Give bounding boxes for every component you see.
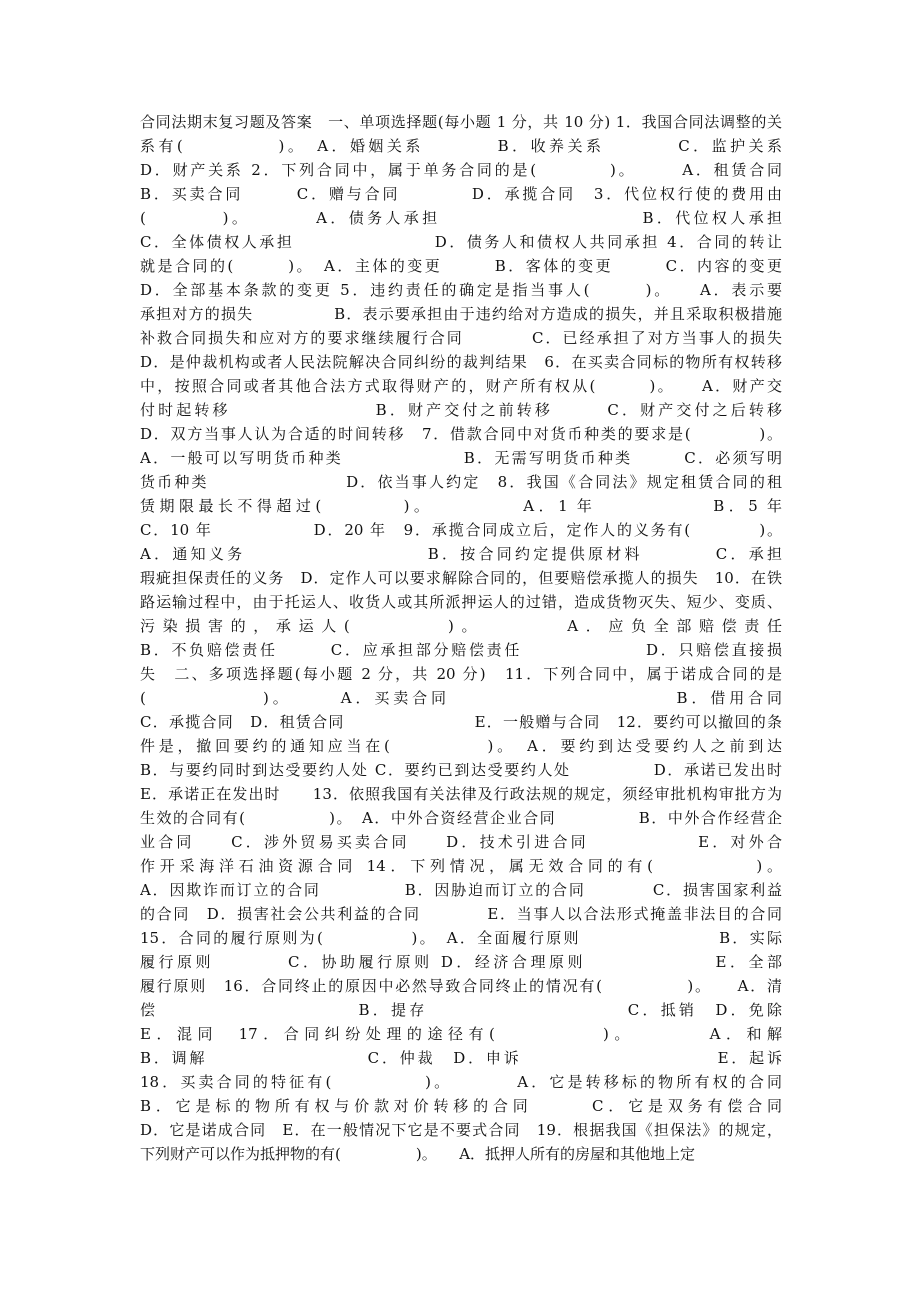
text-line: 路运输过程中，由于托运人、收货人或其所派押运人的过错，造成货物灭失、短少、变质、 — [140, 593, 782, 611]
text-line: 赁期限最长不得超过( )。 A．1 年 B．5 年 — [140, 497, 782, 515]
text-line: 补救合同损失和应对方的要求继续履行合同 C．已经承担了对方当事人的损失 — [140, 329, 782, 347]
text-line: D．全部基本条款的变更 5．违约责任的确定是指当事人( )。 A．表示要 — [140, 281, 782, 299]
text-line: D．它是诺成合同 E．在一般情况下它是不要式合同 19．根据我国《担保法》的规定， — [140, 1121, 782, 1139]
text-line: A．通知义务 B．按合同约定提供原材料 C．承担 — [140, 545, 782, 563]
text-line: D．是仲裁机构或者人民法院解决合同纠纷的裁判结果 6．在买卖合同标的物所有权转移 — [140, 353, 782, 371]
text-line: D．双方当事人认为合适的时间转移 7．借款合同中对货币种类的要求是( )。 — [140, 425, 782, 443]
text-line: 件是，撤回要约的通知应当在( )。 A．要约到达受要约人之前到达 — [140, 737, 782, 755]
text-line: 生效的合同有( )。 A．中外合资经营企业合同 B．中外合作经营企 — [140, 809, 782, 827]
text-line: 作开采海洋石油资源合同 14．下列情况，属无效合同的有( )。 — [140, 857, 782, 875]
text-line: 15．合同的履行原则为( )。 A．全面履行原则 B．实际 — [140, 929, 782, 947]
text-line: 18．买卖合同的特征有( )。 A．它是转移标的物所有权的合同 — [140, 1073, 782, 1091]
text-line: 瑕疵担保责任的义务 D．定作人可以要求解除合同的，但要赔偿承揽人的损失 10．在铁 — [140, 569, 782, 587]
text-line: ( )。 A．债务人承担 B．代位权人承担 — [140, 209, 782, 227]
text-line: B．买卖合同 C．赠与合同 D．承揽合同 3．代位权行使的费用由 — [140, 185, 782, 203]
text-line: 履行原则 16．合同终止的原因中必然导致合同终止的情况有( )。 A．清 — [140, 977, 782, 995]
text-line: B．与要约同时到达受要约人处 C．要约已到达受要约人处 D．承诺已发出时 — [140, 761, 782, 779]
text-line: 的合同 D．损害社会公共利益的合同 E．当事人以合法形式掩盖非法目的合同 — [140, 905, 782, 923]
text-line: 污染损害的，承运人( )。 A．应负全部赔偿责任 — [140, 617, 782, 635]
text-line: B．它是标的物所有权与价款对价转移的合同 C．它是双务有偿合同 — [140, 1097, 782, 1115]
text-line: 下列财产可以作为抵押物的有( )。 A．抵押人所有的房屋和其他地上定 — [140, 1145, 696, 1163]
text-line: A．因欺诈而订立的合同 B．因胁迫而订立的合同 C．损害国家利益 — [140, 881, 782, 899]
text-line: 付时起转移 B．财产交付之前转移 C．财产交付之后转移 — [140, 401, 782, 419]
text-line: C．承揽合同 D．租赁合同 E．一般赠与合同 12．要约可以撤回的条 — [140, 713, 782, 731]
text-line: 合同法期末复习题及答案 一、单项选择题(每小题 1 分，共 10 分) 1．我国合同法调整的关 — [140, 113, 782, 131]
text-line: 业合同 C．涉外贸易买卖合同 D．技术引进合同 E．对外合 — [140, 833, 782, 851]
text-line: 偿 B．提存 C．抵销 D．免除 — [140, 1001, 782, 1019]
text-line: B．不负赔偿责任 C．应承担部分赔偿责任 D．只赔偿直接损 — [140, 641, 782, 659]
text-line: ( )。 A．买卖合同 B．借用合同 — [140, 689, 782, 707]
text-line: 中，按照合同或者其他合法方式取得财产的，财产所有权从( )。 A．财产交 — [140, 377, 782, 395]
text-line: E．混同 17．合同纠纷处理的途径有( )。 A．和解 — [140, 1025, 782, 1043]
text-line: A．一般可以写明货币种类 B．无需写明货币种类 C．必须写明 — [140, 449, 782, 467]
text-line: C．10 年 D．20 年 9．承揽合同成立后，定作人的义务有( )。 — [140, 521, 782, 539]
text-line: D．财产关系 2．下列合同中，属于单务合同的是( )。 A．租赁合同 — [140, 161, 782, 179]
document-page — [140, 110, 782, 1166]
text-line: 失 二、多项选择题(每小题 2 分，共 20 分) 11．下列合同中，属于诺成合同的是 — [140, 665, 782, 683]
text-line: 履行原则 C．协助履行原则 D．经济合理原则 E．全部 — [140, 953, 782, 971]
text-line: E．承诺正在发出时 13．依照我国有关法律及行政法规的规定，须经审批机构审批方为 — [140, 785, 782, 803]
text-line: 货币种类 D．依当事人约定 8．我国《合同法》规定租赁合同的租 — [140, 473, 782, 491]
document-body — [140, 110, 782, 1166]
text-line: 就是合同的( )。 A．主体的变更 B．客体的变更 C．内容的变更 — [140, 257, 782, 275]
text-line: 系有( )。 A．婚姻关系 B．收养关系 C．监护关系 — [140, 137, 782, 155]
text-line: B．调解 C．仲裁 D．申诉 E．起诉 — [140, 1049, 782, 1067]
text-line: 承担对方的损失 B．表示要承担由于违约给对方造成的损失，并且采取积极措施 — [140, 305, 782, 323]
text-line: C．全体债权人承担 D．债务人和债权人共同承担 4．合同的转让 — [140, 233, 782, 251]
